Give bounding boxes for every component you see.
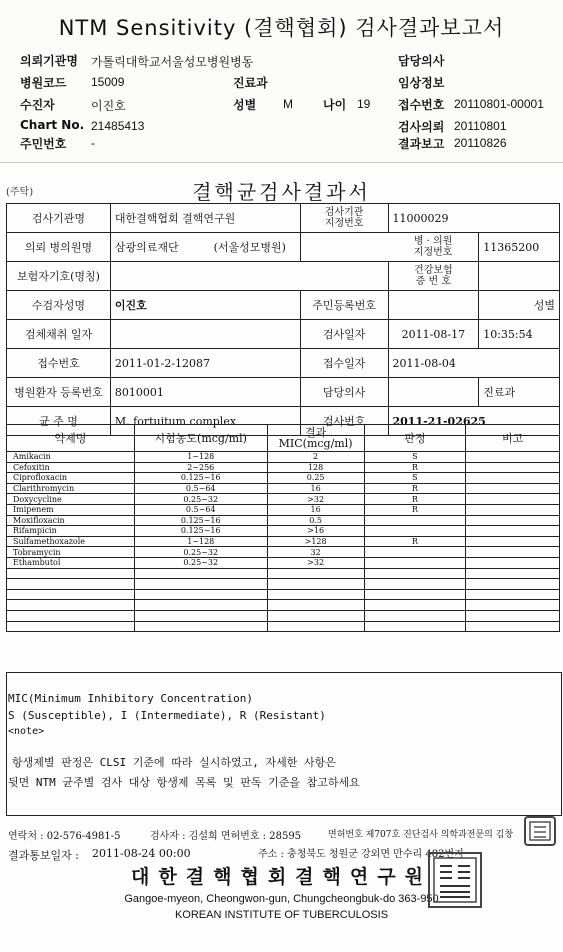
remarks xyxy=(466,452,560,463)
info-value: 11365200 xyxy=(479,233,560,262)
mic-result xyxy=(267,579,364,590)
label-result-report: 결과보고 xyxy=(398,137,445,151)
report-title: 결핵균검사결과서 xyxy=(192,180,371,204)
drug-row xyxy=(7,557,560,568)
drug-row xyxy=(7,494,560,505)
test-concentration: 1~128 xyxy=(134,536,267,547)
info-row xyxy=(7,349,560,378)
remarks xyxy=(466,568,560,579)
interpretation xyxy=(364,547,466,558)
remarks xyxy=(466,504,560,515)
drug-name: Clarithromycin xyxy=(7,483,135,494)
mic-result: >32 xyxy=(267,557,364,568)
col-header-interpretation: 판정 xyxy=(364,425,466,452)
test-concentration: 0.5~64 xyxy=(134,504,267,515)
drug-name: Tobramycin xyxy=(7,547,135,558)
patient-info-table xyxy=(6,203,560,436)
interpretation xyxy=(364,621,466,632)
interpretation xyxy=(364,568,466,579)
interpretation: R xyxy=(364,494,466,505)
drug-name xyxy=(7,610,135,621)
info-row xyxy=(7,262,560,291)
info-row xyxy=(7,233,560,262)
info-label: 검사일자 xyxy=(300,320,388,349)
interpretation xyxy=(364,515,466,526)
footer-tester: 검사자 : 김설희 면허번호 : 28595 xyxy=(150,831,302,842)
label-patient: 수진자 xyxy=(20,98,55,112)
value-sex: M xyxy=(283,97,293,111)
info-label: 균 주 명 xyxy=(7,407,111,436)
report-stamp-mark: (주탁) xyxy=(6,187,34,198)
remarks xyxy=(466,473,560,484)
value-hospital-code: 15009 xyxy=(91,75,125,89)
drug-name: Sulfamethoxazole xyxy=(7,536,135,547)
test-concentration: 0.5~64 xyxy=(134,483,267,494)
col-header-remarks: 비고 xyxy=(466,425,560,452)
test-concentration: 0.125~16 xyxy=(134,515,267,526)
note-legend: S (Susceptible), I (Intermediate), R (Resistant) xyxy=(8,709,326,722)
info-label: 병원환자 등록번호 xyxy=(7,378,111,407)
test-concentration: 2~256 xyxy=(134,462,267,473)
info-value: 2011-21-02625 xyxy=(388,407,560,436)
value-age: 19 xyxy=(357,97,371,111)
seal-large-icon xyxy=(430,854,480,906)
info-label: 접수번호 xyxy=(7,349,111,378)
label-receipt-number: 접수번호 xyxy=(398,98,445,112)
info-label: 접수일자 xyxy=(300,349,388,378)
value-receipt-number: 20110801-00001 xyxy=(454,97,544,111)
info-label: 검사번호 xyxy=(300,407,388,436)
mic-result: >128 xyxy=(267,536,364,547)
mic-result: 0.5 xyxy=(267,515,364,526)
info-value xyxy=(479,378,560,407)
info-inline-label: 진료과 xyxy=(483,386,516,399)
info-label-line: 지정번호 xyxy=(413,247,453,258)
note-mic-definition: MIC(Minimum Inhibitory Concentration) xyxy=(8,692,254,705)
mic-result: 16 xyxy=(267,504,364,515)
interpretation: R xyxy=(364,504,466,515)
test-concentration: 0.25~32 xyxy=(134,557,267,568)
value-chart-no: 21485413 xyxy=(91,119,145,133)
mic-result: 0.25 xyxy=(267,473,364,484)
footer-notify-label: 결과통보일자 : xyxy=(8,849,79,862)
mic-result: 16 xyxy=(267,483,364,494)
info-value: 이진호 xyxy=(110,291,300,320)
info-value: 10:35:54 xyxy=(479,320,560,349)
info-label xyxy=(388,262,479,291)
mic-result: 2 xyxy=(267,452,364,463)
drug-row xyxy=(7,452,560,463)
interpretation xyxy=(364,557,466,568)
note-line-1: 항생제별 판정은 CLSI 기준에 따라 실시하였고, 자세한 사항은 xyxy=(12,756,336,769)
drug-name xyxy=(7,600,135,611)
mic-result: 128 xyxy=(267,462,364,473)
drug-row xyxy=(7,462,560,473)
institute-name-korean: 대한결핵협회결핵연구원 xyxy=(131,866,432,888)
col-header-mic-line1: 결과 xyxy=(304,426,327,439)
value-patient: 이진호 xyxy=(91,99,126,113)
remarks xyxy=(466,579,560,590)
info-label xyxy=(388,233,479,262)
drug-row xyxy=(7,568,560,579)
interpretation xyxy=(364,526,466,537)
drug-name xyxy=(7,621,135,632)
institute-name-english: KOREAN INSTITUTE OF TUBERCULOSIS xyxy=(174,909,389,921)
interpretation: R xyxy=(364,536,466,547)
info-value xyxy=(110,262,388,291)
test-concentration: 0.125~16 xyxy=(134,473,267,484)
label-hospital-code: 병원코드 xyxy=(20,76,67,90)
interpretation: S xyxy=(364,473,466,484)
drug-row xyxy=(7,504,560,515)
value-referring-institution: 가톨릭대학교서울성모병원병동 xyxy=(91,55,254,69)
info-value xyxy=(110,233,300,262)
mic-result xyxy=(267,589,364,600)
remarks xyxy=(466,536,560,547)
susceptibility-header-row xyxy=(7,425,560,452)
mic-result xyxy=(267,610,364,621)
info-value xyxy=(388,378,479,407)
mic-result xyxy=(267,600,364,611)
drug-name: Ciprofloxacin xyxy=(7,473,135,484)
test-concentration: 1~128 xyxy=(134,452,267,463)
interpretation: S xyxy=(364,452,466,463)
mic-result xyxy=(267,568,364,579)
col-header-concentration: 시험농도(mcg/ml) xyxy=(134,425,267,452)
label-sex: 성별 xyxy=(233,98,257,112)
drug-name: Amikacin xyxy=(7,452,135,463)
drug-row xyxy=(7,579,560,590)
info-value xyxy=(479,262,560,291)
label-referring-institution: 의뢰기관명 xyxy=(20,54,78,68)
remarks xyxy=(466,610,560,621)
label-age: 나이 xyxy=(323,98,347,112)
remarks xyxy=(466,483,560,494)
official-seal-large xyxy=(428,852,482,908)
value-result-report: 20110826 xyxy=(454,136,507,150)
remarks xyxy=(466,600,560,611)
mic-result: >32 xyxy=(267,494,364,505)
remarks xyxy=(466,515,560,526)
test-concentration: 0.25~32 xyxy=(134,547,267,558)
info-value: 2011-01-2-12087 xyxy=(110,349,300,378)
info-value-part: (서울성모병원) xyxy=(213,241,286,254)
drug-row xyxy=(7,526,560,537)
info-label: 보험자기호(명칭) xyxy=(7,262,111,291)
info-value-part: 삼광의료재단 xyxy=(114,241,179,254)
drug-row xyxy=(7,473,560,484)
footer-contact: 연락처 : 02-576-4981-5 xyxy=(8,831,121,842)
institute-address-english: Gangoe-myeon, Cheongwon-gun, Chungcheongbuk-do 363-950 xyxy=(124,893,439,905)
footer-address: 주소 : 충청북도 청원군 강외면 만수리 482번지 xyxy=(258,849,464,860)
interpretation xyxy=(364,589,466,600)
col-header-mic xyxy=(267,425,364,452)
info-value: 11000029 xyxy=(388,204,560,233)
remarks xyxy=(466,462,560,473)
info-label xyxy=(300,204,388,233)
label-resident-number: 주민번호 xyxy=(20,137,67,151)
info-label: 의뢰 병의원명 xyxy=(7,233,111,262)
info-label: 검체채취 일자 xyxy=(7,320,111,349)
drug-name: Cefoxitin xyxy=(7,462,135,473)
info-value xyxy=(110,320,300,349)
test-concentration xyxy=(134,610,267,621)
drug-row xyxy=(7,536,560,547)
label-clinical-info: 임상정보 xyxy=(398,76,445,90)
interpretation: R xyxy=(364,462,466,473)
mic-result xyxy=(267,621,364,632)
report-header-panel xyxy=(0,0,563,163)
drug-name: Rifampicin xyxy=(7,526,135,537)
seal-small-icon xyxy=(526,818,554,844)
mic-result: >16 xyxy=(267,526,364,537)
drug-row xyxy=(7,547,560,558)
info-label-line: 건강보험 xyxy=(414,265,453,276)
info-label-line: 검사기관 xyxy=(324,207,364,218)
test-concentration xyxy=(134,600,267,611)
info-label-line: 증 번 호 xyxy=(415,276,452,287)
drug-row xyxy=(7,621,560,632)
test-concentration xyxy=(134,579,267,590)
mic-result: 32 xyxy=(267,547,364,558)
drug-row xyxy=(7,600,560,611)
interpretation: R xyxy=(364,483,466,494)
remarks xyxy=(466,547,560,558)
info-row xyxy=(7,320,560,349)
info-value: 8010001 xyxy=(110,378,300,407)
info-value: 2011-08-04 xyxy=(388,349,560,378)
test-concentration: 0.25~32 xyxy=(134,494,267,505)
official-seal-small xyxy=(524,816,556,846)
remarks xyxy=(466,494,560,505)
test-concentration xyxy=(134,621,267,632)
drug-row xyxy=(7,589,560,600)
drug-name: Ethambutol xyxy=(7,557,135,568)
drug-name xyxy=(7,568,135,579)
info-spacer xyxy=(300,233,388,262)
remarks xyxy=(466,621,560,632)
drug-name: Moxifloxacin xyxy=(7,515,135,526)
interpretation xyxy=(364,610,466,621)
info-value xyxy=(388,291,479,320)
drug-name xyxy=(7,579,135,590)
value-resident-number: - xyxy=(91,136,95,150)
info-value: 대한결핵협회 결핵연구원 xyxy=(110,204,300,233)
footer-license: 면허번호 제707호 진단검사 의학과전문의 김창 xyxy=(328,830,514,840)
drug-name: Doxycycline xyxy=(7,494,135,505)
info-label-line: 지정번호 xyxy=(324,218,364,229)
info-label: 주민등록번호 xyxy=(300,291,388,320)
test-concentration: 0.125~16 xyxy=(134,526,267,537)
info-value: 성별 xyxy=(479,291,560,320)
label-chart-no: Chart No. xyxy=(20,118,85,132)
col-header-mic-line2: MIC(mcg/ml) xyxy=(278,437,353,450)
info-value: M. fortuitum complex xyxy=(110,407,300,436)
label-attending-doctor: 담당의사 xyxy=(398,54,445,68)
info-label-line: 병 · 의원 xyxy=(413,236,453,247)
susceptibility-table xyxy=(6,424,560,632)
test-concentration xyxy=(134,589,267,600)
drug-row xyxy=(7,483,560,494)
note-line-2: 뒷면 NTM 균주별 검사 대상 항생제 목록 및 판독 기준을 참고하세요 xyxy=(8,776,360,789)
interpretation xyxy=(364,579,466,590)
interpretation xyxy=(364,600,466,611)
label-department: 진료과 xyxy=(233,76,268,90)
remarks xyxy=(466,557,560,568)
info-label: 수검자성명 xyxy=(7,291,111,320)
col-header-drug: 약제명 xyxy=(7,425,135,452)
info-label: 검사기관명 xyxy=(7,204,111,233)
remarks xyxy=(466,526,560,537)
info-row xyxy=(7,291,560,320)
value-test-request: 20110801 xyxy=(454,119,507,133)
drug-row xyxy=(7,610,560,621)
info-row xyxy=(7,378,560,407)
page-title: NTM Sensitivity (결핵협회) 검사결과보고서 xyxy=(58,16,505,40)
info-label: 담당의사 xyxy=(300,378,388,407)
info-row xyxy=(7,204,560,233)
label-test-request: 검사의뢰 xyxy=(398,120,445,134)
drug-name: Imipenem xyxy=(7,504,135,515)
footer-notify-date: 2011-08-24 00:00 xyxy=(92,847,191,860)
test-concentration xyxy=(134,568,267,579)
drug-row xyxy=(7,515,560,526)
drug-name xyxy=(7,589,135,600)
info-value: 2011-08-17 xyxy=(388,320,479,349)
remarks xyxy=(466,589,560,600)
note-heading: <note> xyxy=(8,726,45,737)
